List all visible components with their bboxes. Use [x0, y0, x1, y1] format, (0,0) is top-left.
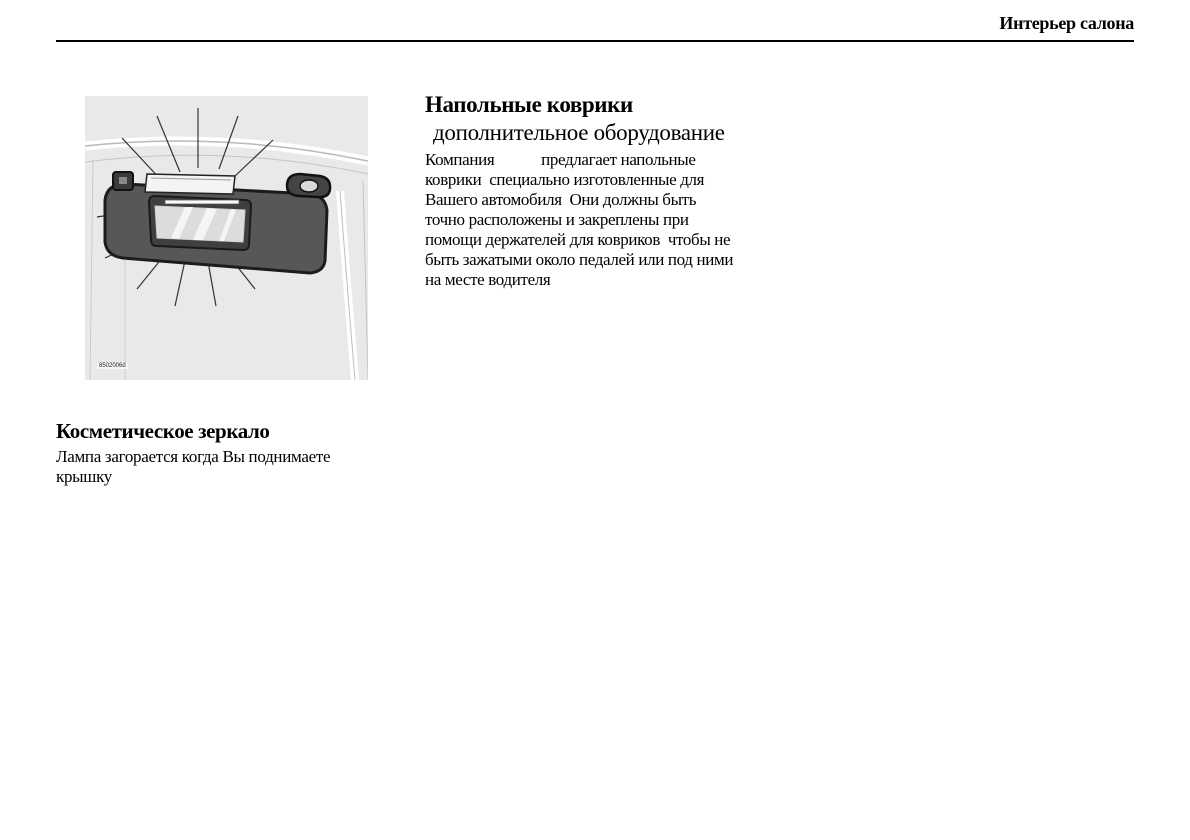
section-title: Интерьер салона — [999, 13, 1134, 33]
vanity-mirror-heading: Косметическое зеркало — [56, 419, 270, 443]
floor-mats-line: помощи держателей для ковриков чтобы не — [425, 230, 731, 249]
illuminated-vanity-mirror-icon — [85, 96, 368, 380]
header-divider — [56, 40, 1134, 42]
floor-mats-line: быть зажатыми около педалей или под ними — [425, 250, 734, 269]
vanity-mirror-illustration — [85, 96, 368, 380]
floor-mats-line: Вашего автомобиля Они должны быть — [425, 190, 697, 209]
floor-mats-heading: Напольные коврики — [425, 92, 633, 117]
vanity-mirror-text: Лампа загорается когда Вы поднимаете крышку — [56, 447, 331, 486]
figure-code: 8502006d — [99, 363, 126, 369]
floor-mats-line: на месте водителя — [425, 270, 551, 289]
floor-mats-line: коврики специально изготовленные для — [425, 170, 705, 189]
floor-mats-line: Компания предлагает напольные — [425, 150, 696, 169]
floor-mats-subheading: дополнительное оборудование — [433, 120, 725, 145]
floor-mats-text — [425, 150, 775, 290]
floor-mats-line: точно расположены и закреплены при — [425, 210, 689, 229]
